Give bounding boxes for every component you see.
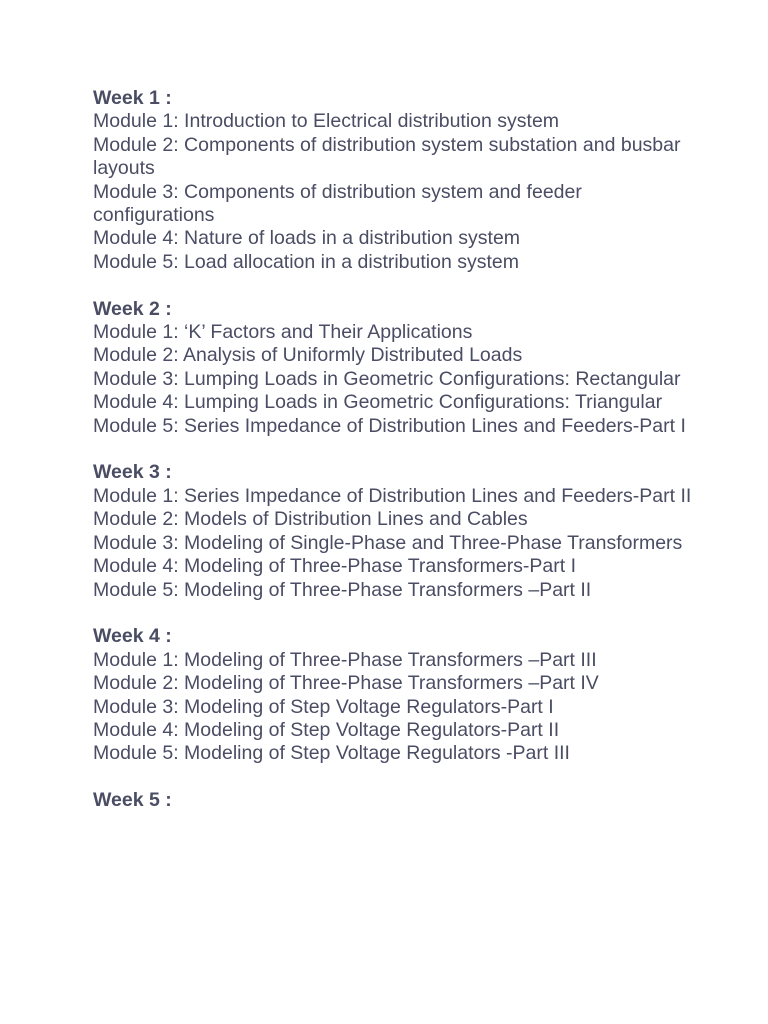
module-item: Module 2: Components of distribution system substation and busbar layouts xyxy=(93,133,681,180)
module-item: Module 1: Modeling of Three-Phase Transformers –Part III xyxy=(93,648,597,671)
week-title: Week 2 : xyxy=(93,297,172,320)
module-item: Module 2: Models of Distribution Lines and Cables xyxy=(93,508,528,531)
course-schedule xyxy=(93,87,693,836)
module-item: Module 3: Modeling of Single-Phase and Three-Phase Transformers xyxy=(93,531,683,554)
week-title: Week 5 : xyxy=(93,789,172,812)
module-item: Module 5: Modeling of Three-Phase Transformers –Part II xyxy=(93,578,592,601)
module-item: Module 1: ‘K’ Factors and Their Applications xyxy=(93,321,473,344)
week-section-5 xyxy=(93,789,693,812)
week-section-2 xyxy=(93,298,693,438)
week-section-4 xyxy=(93,625,693,765)
module-item: Module 4: Lumping Loads in Geometric Configurations: Triangular xyxy=(93,391,663,414)
module-item: Module 5: Load allocation in a distribution system xyxy=(93,250,519,273)
module-item: Module 2: Analysis of Uniformly Distributed Loads xyxy=(93,344,523,367)
module-item: Module 3: Modeling of Step Voltage Regulators-Part I xyxy=(93,695,554,718)
module-item: Module 4: Nature of loads in a distribution system xyxy=(93,227,521,250)
week-section-1 xyxy=(93,87,693,274)
module-item: Module 3: Lumping Loads in Geometric Configurations: Rectangular xyxy=(93,367,681,390)
module-item: Module 4: Modeling of Three-Phase Transformers-Part I xyxy=(93,555,577,578)
week-title: Week 4 : xyxy=(93,625,172,648)
module-item: Module 2: Modeling of Three-Phase Transformers –Part IV xyxy=(93,672,599,695)
module-item: Module 4: Modeling of Step Voltage Regulators-Part II xyxy=(93,718,560,741)
module-item: Module 5: Series Impedance of Distribution Lines and Feeders-Part I xyxy=(93,414,686,437)
module-item: Module 5: Modeling of Step Voltage Regulators -Part III xyxy=(93,742,570,765)
week-title: Week 1 : xyxy=(93,87,172,109)
module-item: Module 1: Series Impedance of Distribution Lines and Feeders-Part II xyxy=(93,484,692,507)
week-title: Week 3 : xyxy=(93,461,172,484)
module-item: Module 1: Introduction to Electrical distribution system xyxy=(93,110,560,133)
module-item: Module 3: Components of distribution system and feeder configurations xyxy=(93,180,582,227)
week-section-3 xyxy=(93,461,693,601)
